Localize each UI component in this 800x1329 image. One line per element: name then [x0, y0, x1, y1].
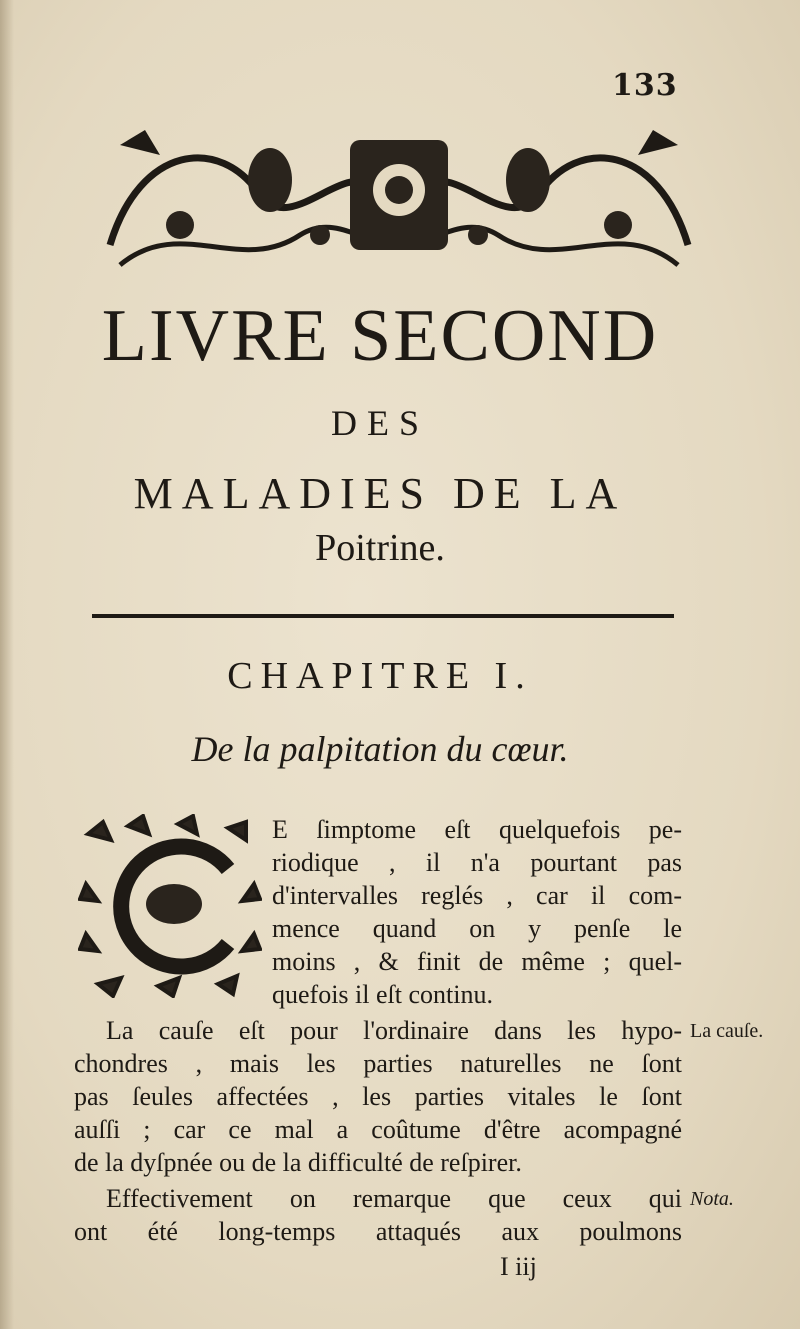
text-line: de la dyſpnée ou de la difficulté de reſpirer. [74, 1148, 522, 1177]
heading-maladies: MALADIES DE LA [133, 469, 627, 518]
text-line: chondres , mais les parties naturelles ne ſont [74, 1049, 682, 1078]
text-line: moins , & finit de même ; quel- [272, 947, 682, 976]
drop-cap [78, 814, 262, 998]
chapter-subtitle: De la palpitation du cœur. [191, 729, 569, 769]
text-line: Effectivement on remarque que ceux qui [106, 1184, 682, 1213]
text-line: quefois il eſt continu. [272, 980, 493, 1009]
text-line: mence quand on y penſe le [272, 914, 682, 943]
text-line: riodique , il n'a pourtant pas [272, 848, 682, 877]
text-line: d'intervalles reglés , car il com- [272, 881, 682, 910]
drop-cap-letter [150, 880, 151, 881]
text-line: pas ſeules affectées , les parties vitales le ſont [74, 1082, 682, 1111]
text-line: ont été long-temps attaqués aux poulmons [74, 1217, 682, 1246]
text-line: La cauſe eſt pour l'ordinaire dans les hypo- [106, 1016, 682, 1045]
signature-mark: I iij [500, 1252, 537, 1281]
page-number: 133 [612, 68, 678, 103]
text-line: E ſimptome eſt quelquefois pe- [272, 815, 682, 844]
heading-des: DES [330, 403, 429, 443]
headpiece-ornament [100, 125, 698, 275]
heading-poitrine: Poitrine. [315, 527, 445, 569]
horizontal-rule [92, 614, 674, 618]
margin-note: La cauſe. [690, 1020, 764, 1042]
margin-note: Nota. [690, 1188, 734, 1210]
text-line: auſſi ; car ce mal a coûtume d'être acompagné [74, 1115, 682, 1144]
book-title: LIVRE SECOND [101, 295, 659, 377]
chapter-heading: CHAPITRE I. [227, 655, 533, 697]
